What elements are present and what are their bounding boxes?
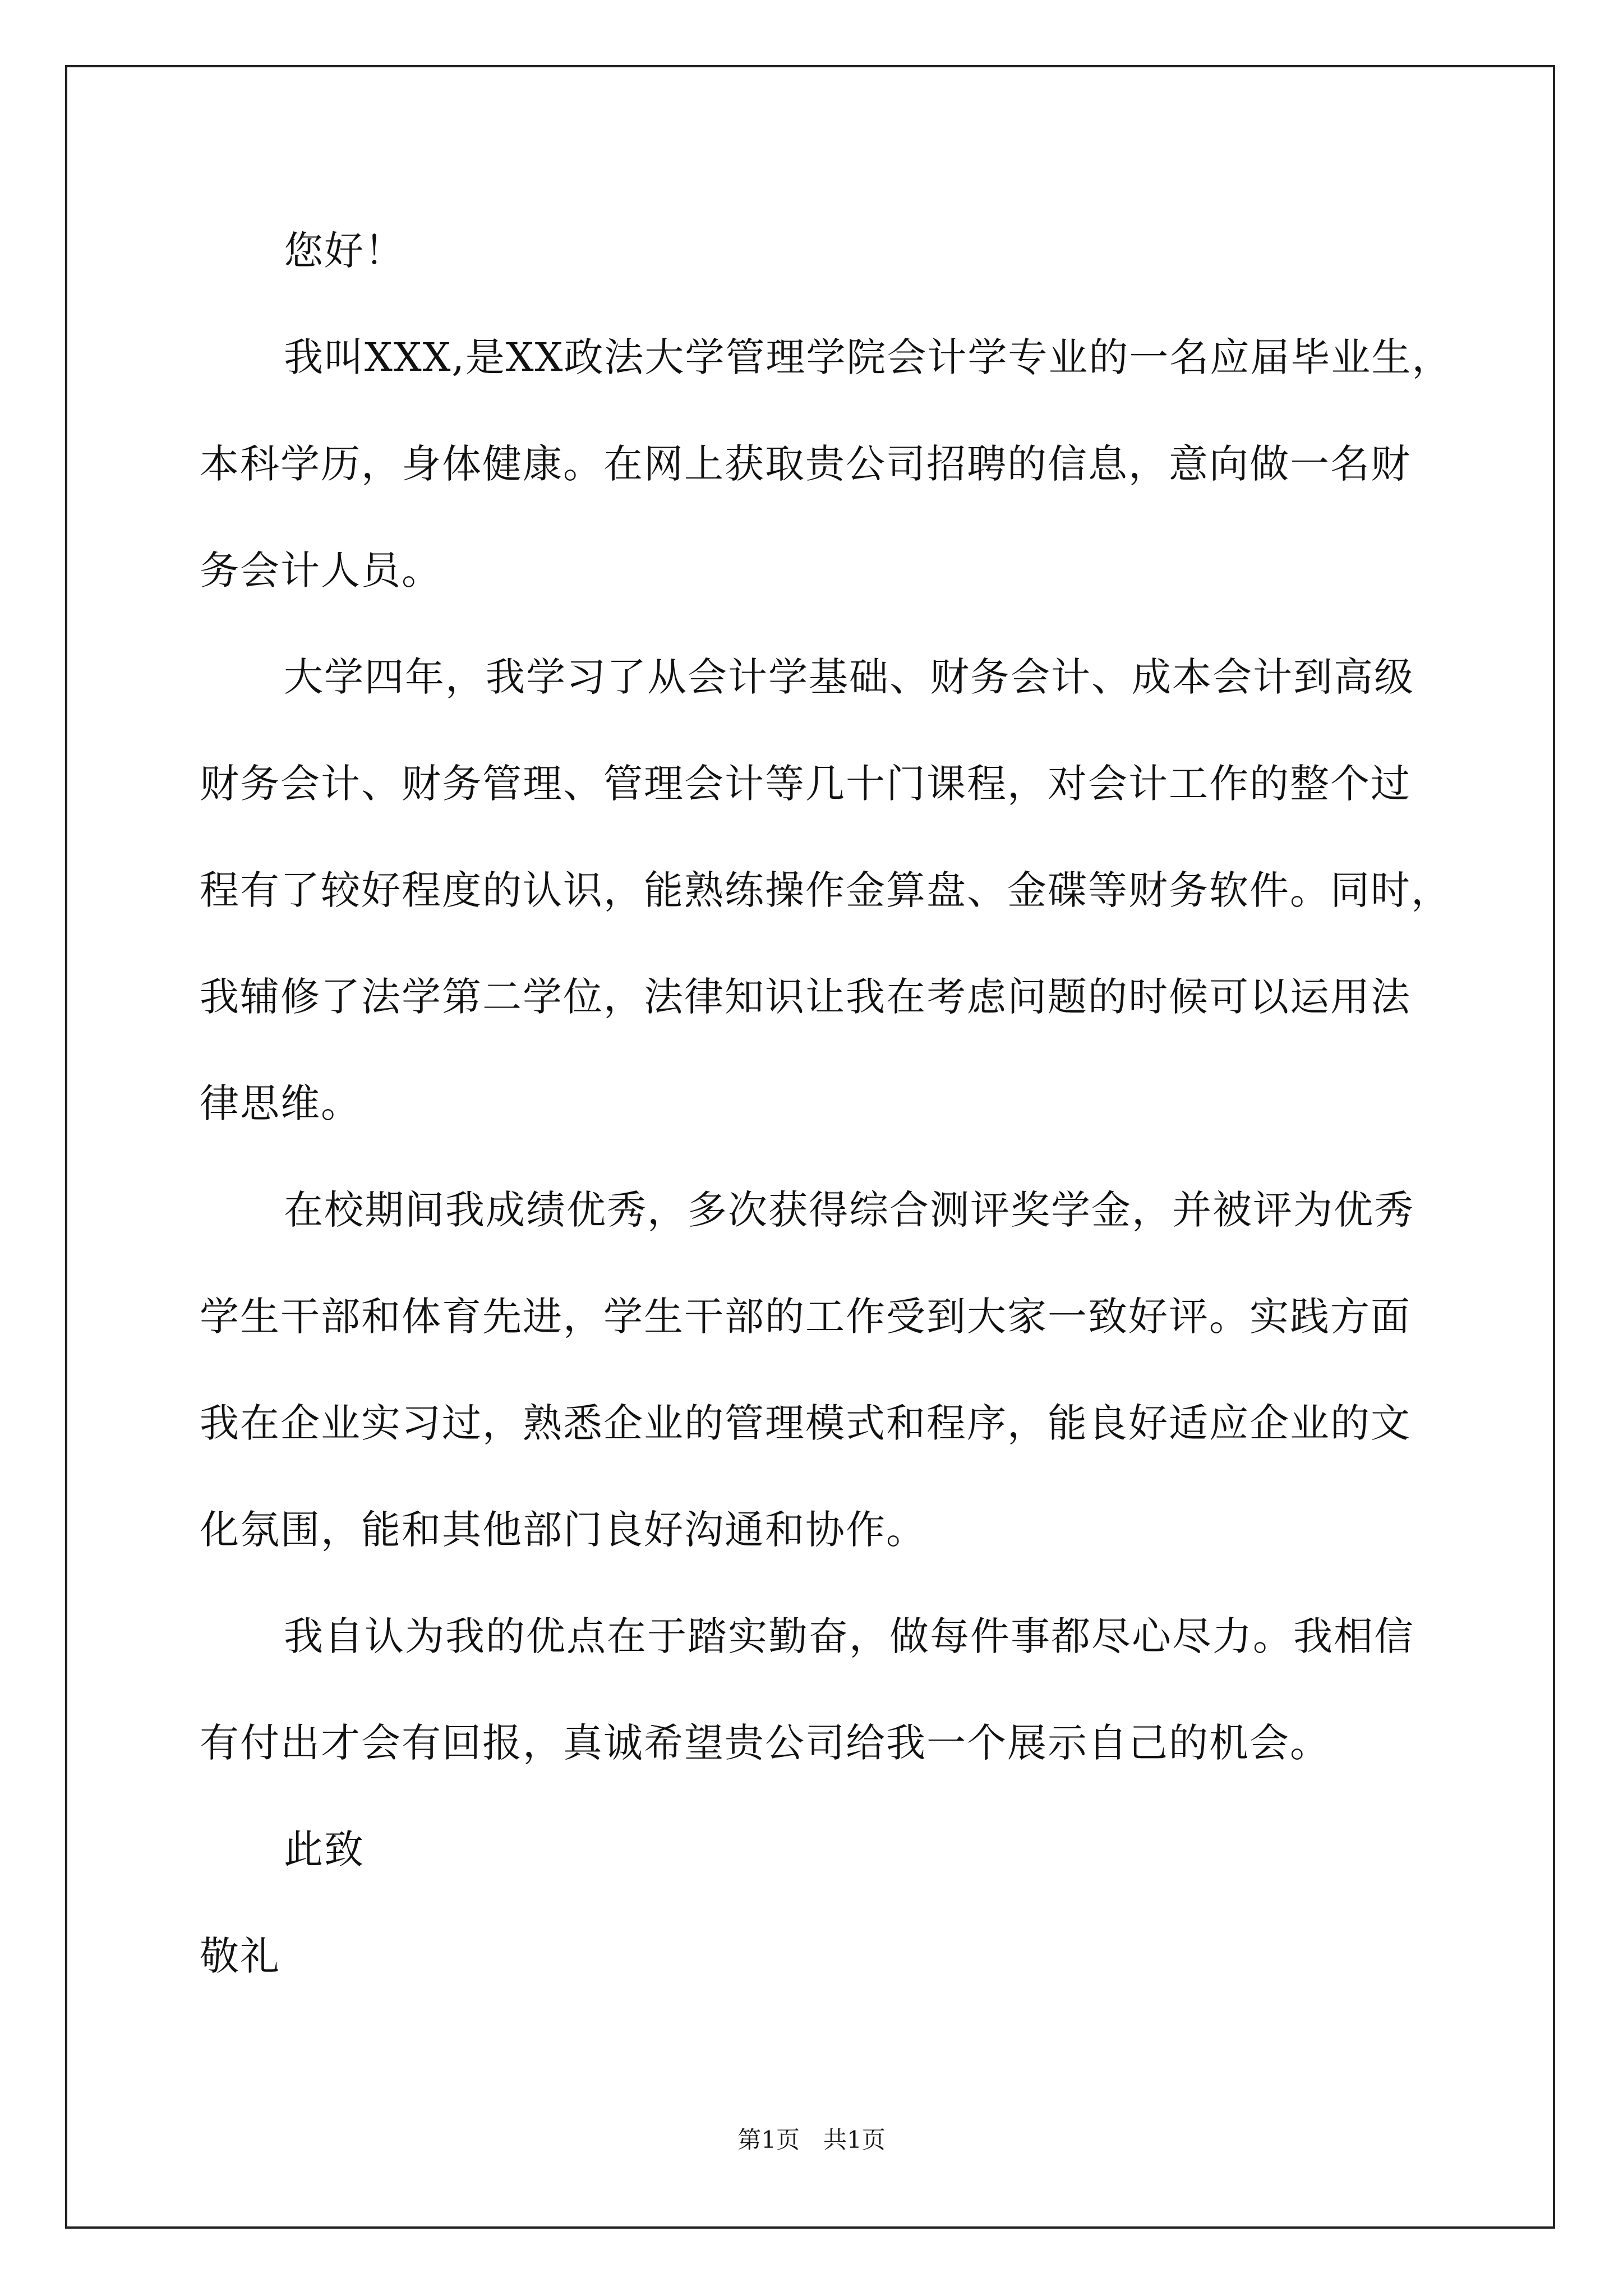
paragraph-2-line-1: 大学四年，我学习了从会计学基础、财务会计、成本会计到高级 (284, 654, 1414, 700)
paragraph-1-line-3: 务会计人员。 (200, 547, 442, 593)
paragraph-2-line-2: 财务会计、财务管理、管理会计等几十门课程，对会计工作的整个过 (200, 761, 1411, 807)
paragraph-2-line-4: 我辅修了法学第二学位，法律知识让我在考虑问题的时候可以运用法 (200, 974, 1411, 1020)
paragraph-1-line-2: 本科学历，身体健康。在网上获取贵公司招聘的信息，意向做一名财 (200, 441, 1411, 487)
paragraph-4-line-1: 我自认为我的优点在于踏实勤奋，做每件事都尽心尽力。我相信 (284, 1613, 1414, 1659)
paragraph-3-line-1: 在校期间我成绩优秀，多次获得综合测评奖学金，并被评为优秀 (284, 1187, 1414, 1233)
paragraph-2-line-3: 程有了较好程度的认识，能熟练操作金算盘、金碟等财务软件。同时， (200, 867, 1451, 913)
page-border (65, 65, 1555, 2229)
greeting: 您好！ (284, 228, 405, 274)
closing-jing-li: 敬礼 (200, 1933, 280, 1979)
paragraph-2-line-5: 律思维。 (200, 1080, 361, 1126)
paragraph-3-line-4: 化氛围，能和其他部门良好沟通和协作。 (200, 1507, 926, 1553)
paragraph-3-line-2: 学生干部和体育先进，学生干部的工作受到大家一致好评。实践方面 (200, 1294, 1411, 1340)
page-number: 第1页 共1页 (737, 2126, 886, 2154)
paragraph-4-line-2: 有付出才会有回报，真诚希望贵公司给我一个展示自己的机会。 (200, 1720, 1330, 1766)
paragraph-1-line-1: 我叫XXX,是XX政法大学管理学院会计学专业的一名应届毕业生， (284, 334, 1453, 380)
paragraph-3-line-3: 我在企业实习过，熟悉企业的管理模式和程序，能良好适应企业的文 (200, 1400, 1411, 1446)
closing-ci-zhi: 此致 (284, 1826, 365, 1872)
